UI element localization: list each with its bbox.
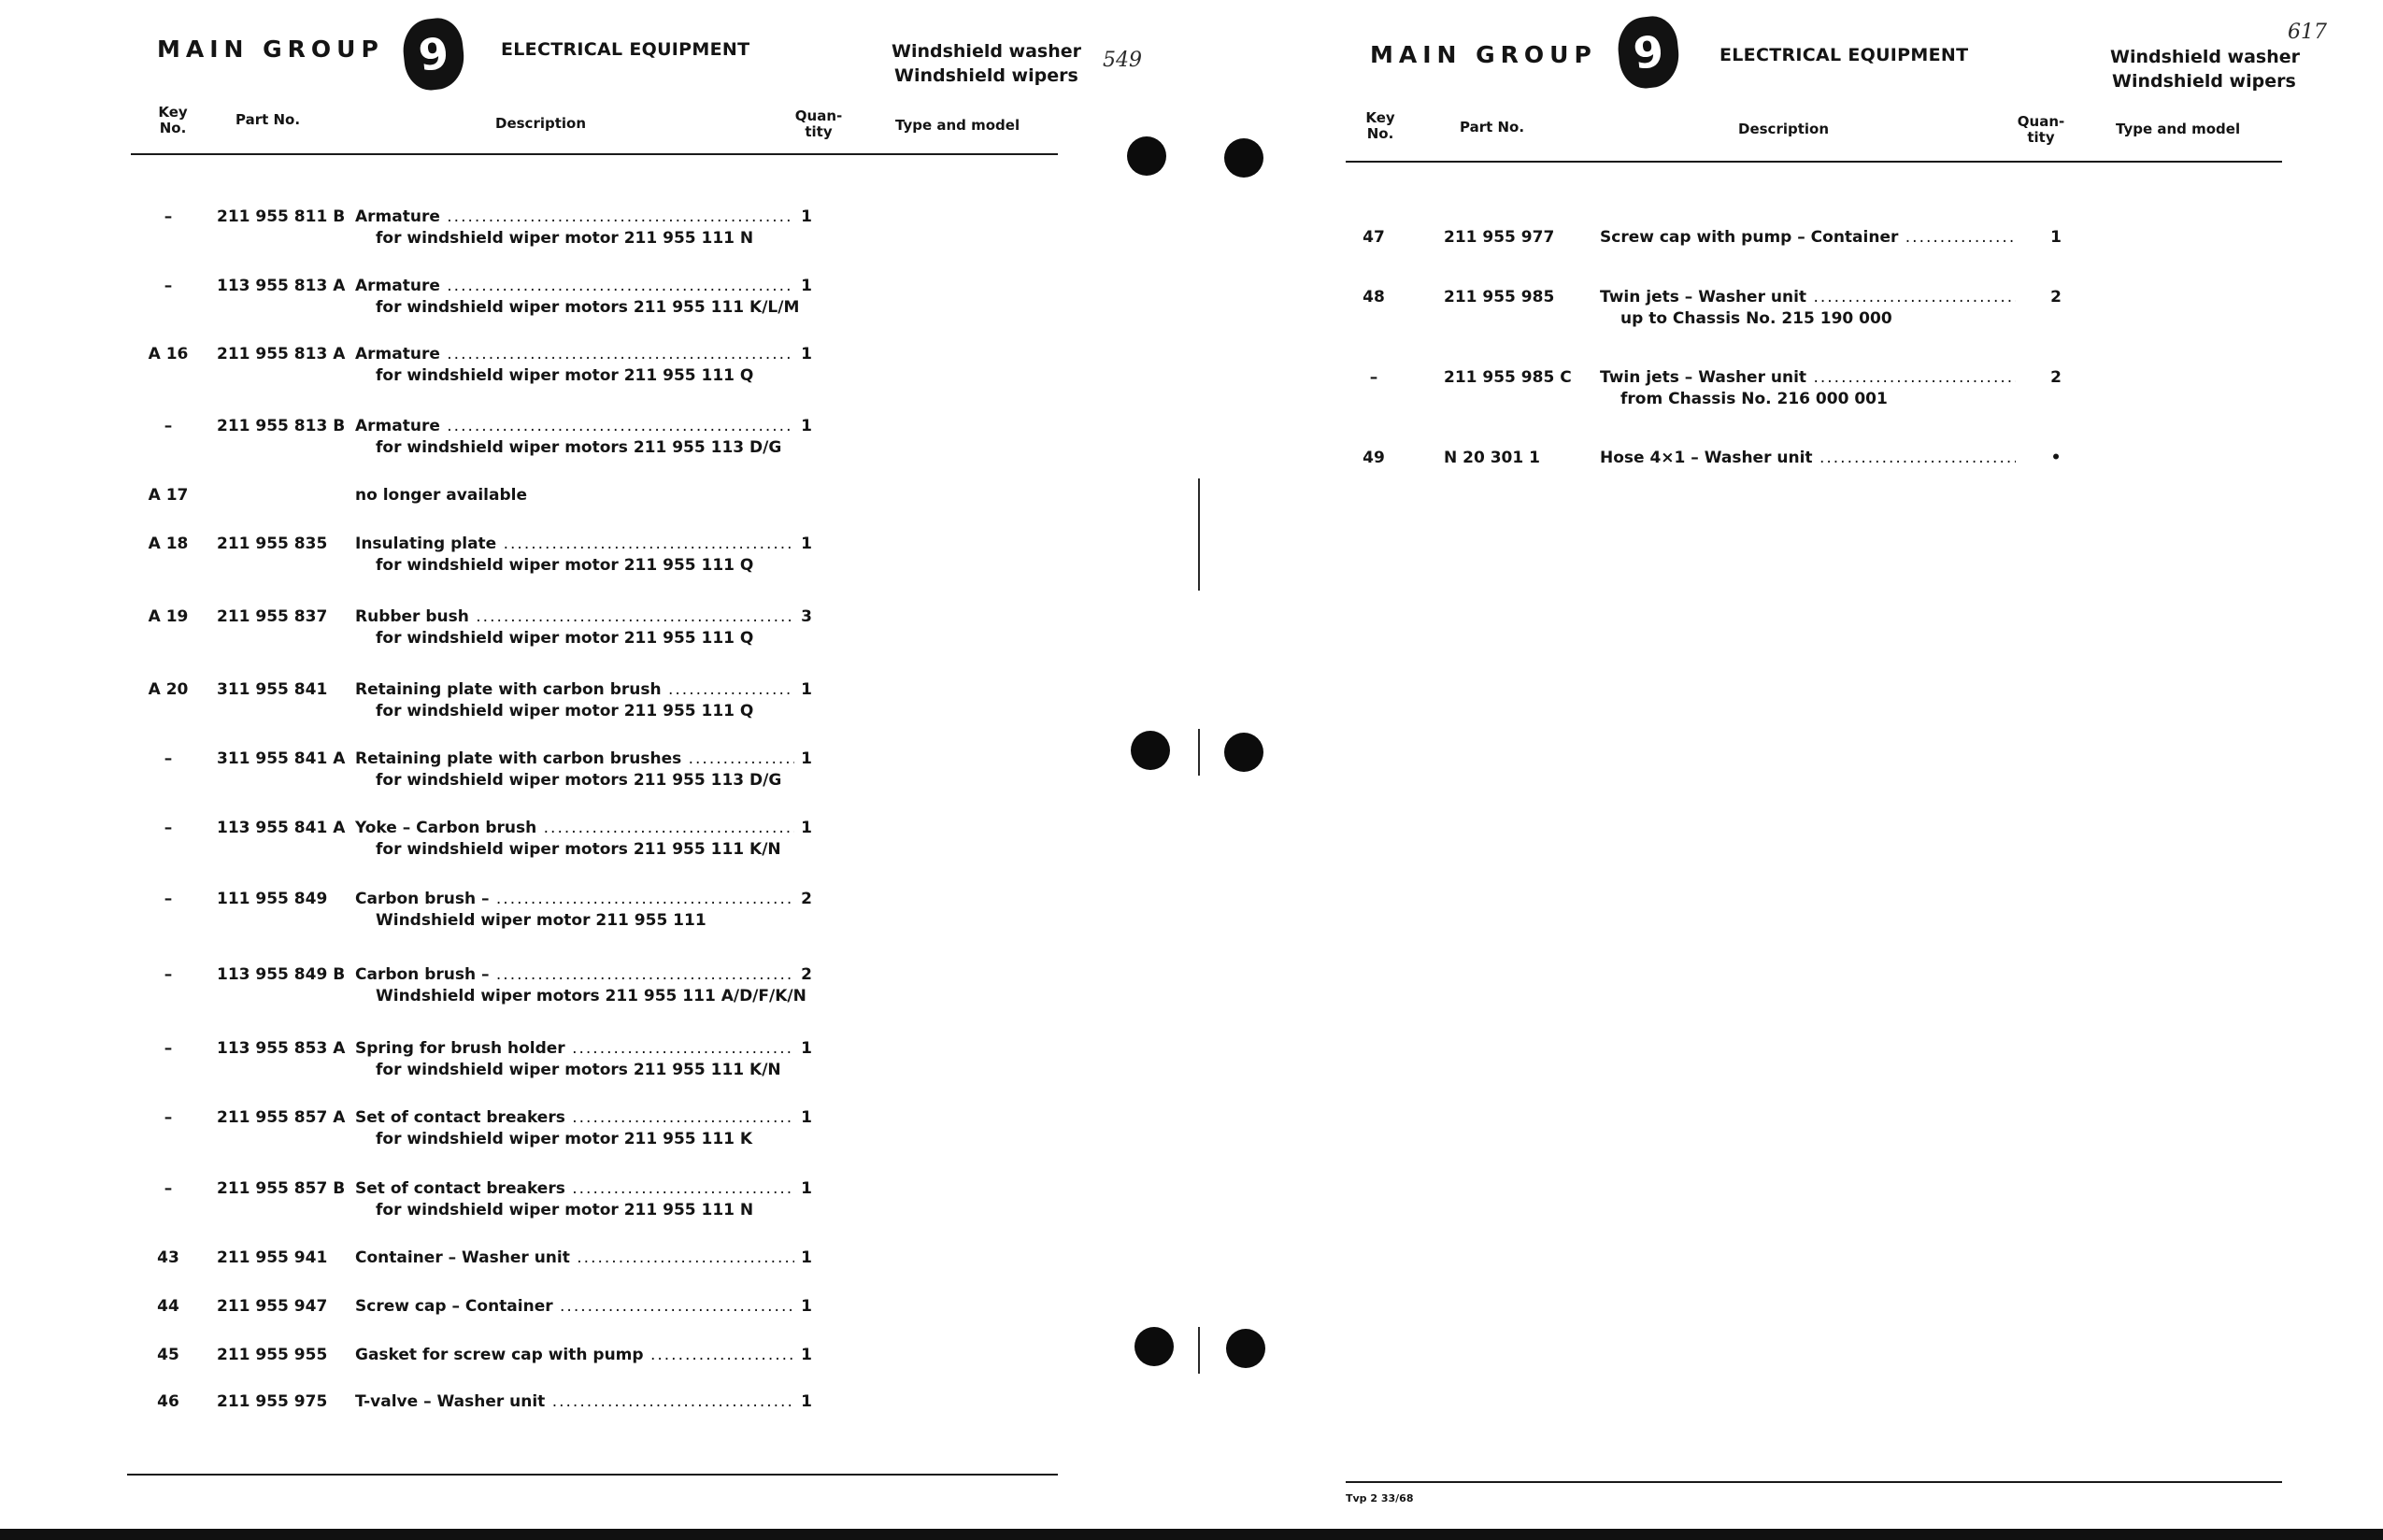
key-number: – (164, 1179, 173, 1198)
description-text: Container – Washer unit ..... (355, 1248, 794, 1269)
key-number: 46 (157, 1392, 179, 1411)
table-row (131, 486, 1065, 533)
key-number: – (164, 417, 173, 435)
key-number: – (164, 1108, 173, 1127)
key-number: – (164, 277, 173, 295)
table-row (131, 890, 1065, 936)
fold-line (1198, 729, 1200, 776)
description-subline: Windshield wiper motors 211 955 111 A/D/F/K/N (376, 987, 806, 1005)
description-text: Twin jets – Washer unit ..... (1600, 288, 2016, 308)
table-row (131, 607, 1065, 654)
part-number: 113 955 849 B (217, 965, 346, 984)
part-number: 113 955 841 A (217, 819, 346, 837)
description-cell (355, 680, 794, 721)
quantity: 3 (801, 607, 812, 626)
description-text: T-valve – Washer unit ..... (355, 1392, 794, 1413)
key-number: A 20 (148, 680, 189, 699)
key-number: A 17 (148, 486, 189, 505)
description-subline: Windshield wiper motor 211 955 111 (376, 911, 706, 930)
key-number: – (164, 749, 173, 768)
description-cell (355, 1248, 794, 1269)
description-cell (1600, 288, 2016, 329)
group-number-badge: 9 (400, 16, 467, 93)
binder-hole (1226, 1329, 1265, 1368)
description-text: Hose 4×1 – Washer unit ..... (1600, 449, 2016, 469)
description-subline: for windshield wiper motor 211 955 111 N (376, 1201, 754, 1219)
quantity: 1 (2050, 228, 2062, 247)
description-text: Gasket for screw cap with pump ..... (355, 1346, 794, 1366)
col-key-no (1355, 110, 1406, 142)
key-number: A 16 (148, 345, 189, 364)
part-number: N 20 301 1 (1444, 449, 1540, 467)
quantity: 1 (801, 345, 812, 364)
quantity: • (2050, 449, 2062, 467)
footer-print-code: Tvp 2 33/68 (1346, 1492, 1414, 1504)
description-text: Carbon brush – ..... (355, 890, 794, 910)
left-catalog-page (0, 0, 1142, 1540)
table-row (1336, 449, 2271, 495)
description-cell (355, 1108, 794, 1149)
footer-rule (1346, 1481, 2282, 1483)
table-row (131, 819, 1065, 865)
description-cell (355, 890, 794, 931)
quantity: 2 (801, 965, 812, 984)
description-cell (355, 207, 794, 249)
col-key-no (148, 105, 198, 136)
col-key-no-line1: Key (1365, 109, 1395, 126)
table-row (131, 1248, 1065, 1295)
table-row (131, 345, 1065, 392)
description-text: Armature ..... (355, 345, 794, 365)
description-subline: for windshield wiper motors 211 955 111 K/N (376, 840, 781, 859)
binder-hole (1134, 1327, 1174, 1366)
table-row (131, 1346, 1065, 1392)
description-cell (355, 277, 800, 318)
quantity: 1 (801, 535, 812, 553)
table-row (131, 207, 1065, 254)
description-subline: for windshield wiper motors 211 955 113 D/G (376, 438, 782, 457)
quantity: 1 (801, 207, 812, 226)
quantity: 1 (801, 1248, 812, 1267)
key-number: A 18 (148, 535, 189, 553)
description-cell (355, 417, 794, 458)
description-subline: up to Chassis No. 215 190 000 (1620, 309, 1892, 328)
part-number: 211 955 835 (217, 535, 328, 553)
key-number: – (1369, 368, 1378, 387)
fold-line (1198, 1327, 1200, 1374)
table-row (131, 749, 1065, 796)
key-number: 47 (1363, 228, 1385, 247)
col-quantity-line2: tity (2027, 129, 2055, 146)
binder-hole (1224, 733, 1263, 772)
description-cell (355, 965, 806, 1006)
table-row (131, 1108, 1065, 1155)
quantity: 1 (801, 417, 812, 435)
key-number: – (164, 1039, 173, 1058)
description-cell (1600, 449, 2016, 469)
description-text: Rubber bush ..... (355, 607, 794, 628)
scan-edge (0, 1529, 2383, 1540)
quantity: 1 (801, 1039, 812, 1058)
description-text: Screw cap with pump – Container ..... (1600, 228, 2016, 249)
description-cell (355, 749, 794, 791)
quantity: 1 (801, 1346, 812, 1364)
description-subline: for windshield wiper motor 211 955 111 Q (376, 366, 754, 385)
col-key-no-line2: No. (159, 120, 187, 136)
part-number: 211 955 975 (217, 1392, 328, 1411)
section-title: ELECTRICAL EQUIPMENT (1719, 45, 1969, 65)
description-subline: for windshield wiper motor 211 955 111 Q (376, 702, 754, 720)
quantity: 1 (801, 1297, 812, 1316)
part-number: 211 955 811 B (217, 207, 346, 226)
part-number: 211 955 985 (1444, 288, 1555, 307)
topic-line-1: Windshield washer (2110, 47, 2301, 67)
header-rule (1346, 161, 2282, 163)
part-number: 211 955 977 (1444, 228, 1555, 247)
col-quantity-line1: Quan- (2017, 113, 2065, 130)
col-description: Description (495, 115, 587, 132)
description-text: Armature ..... (355, 207, 794, 228)
quantity: 2 (2050, 288, 2062, 307)
binder-hole (1131, 731, 1170, 770)
table-row (131, 277, 1065, 323)
description-subline: for windshield wiper motors 211 955 113 D/G (376, 771, 782, 790)
description-cell (355, 1346, 794, 1366)
description-text: Screw cap – Container ..... (355, 1297, 794, 1318)
quantity: 2 (2050, 368, 2062, 387)
table-row (131, 1179, 1065, 1226)
col-part-no: Part No. (235, 111, 301, 128)
key-number: – (164, 207, 173, 226)
description-text: no longer available (355, 486, 527, 505)
description-text: Armature ..... (355, 277, 794, 297)
part-number: 211 955 941 (217, 1248, 328, 1267)
description-subline: for windshield wiper motors 211 955 111 K/L/M (376, 298, 800, 317)
key-number: A 19 (148, 607, 189, 626)
part-number: 211 955 955 (217, 1346, 328, 1364)
part-number: 211 955 857 A (217, 1108, 346, 1127)
topic-line-2: Windshield wipers (2112, 71, 2296, 92)
description-subline: from Chassis No. 216 000 001 (1620, 390, 1888, 408)
col-quantity-line2: tity (805, 123, 833, 140)
part-number: 111 955 849 (217, 890, 328, 908)
description-text: Retaining plate with carbon brushes ..... (355, 749, 794, 770)
part-number: 211 955 985 C (1444, 368, 1572, 387)
part-number: 211 955 813 B (217, 417, 346, 435)
col-quantity-line1: Quan- (794, 107, 843, 124)
description-text: Carbon brush – ..... (355, 965, 794, 986)
quantity: 1 (801, 1392, 812, 1411)
table-row (1336, 288, 2271, 335)
table-row (1336, 228, 2271, 275)
footer-rule (127, 1474, 1058, 1476)
key-number: – (164, 819, 173, 837)
description-subline: for windshield wiper motors 211 955 111 K/N (376, 1061, 781, 1079)
table-row (131, 1297, 1065, 1344)
table-row (131, 1039, 1065, 1086)
part-number: 311 955 841 A (217, 749, 346, 768)
group-number-badge: 9 (1615, 14, 1682, 91)
description-subline: for windshield wiper motor 211 955 111 Q (376, 556, 754, 575)
key-number: 43 (157, 1248, 179, 1267)
col-quantity (2015, 114, 2067, 146)
handwritten-page-number: 549 (1103, 49, 1142, 72)
quantity: 2 (801, 890, 812, 908)
topic-line-1: Windshield washer (892, 41, 1082, 62)
table-row (131, 1392, 1065, 1439)
quantity: 1 (801, 749, 812, 768)
table-row (131, 680, 1065, 727)
binder-hole (1127, 136, 1166, 176)
description-cell (355, 819, 794, 860)
col-type-model: Type and model (2116, 121, 2241, 137)
description-text: Twin jets – Washer unit ..... (1600, 368, 2016, 389)
description-text: Set of contact breakers ..... (355, 1179, 794, 1200)
table-row (1336, 368, 2271, 415)
quantity: 1 (801, 680, 812, 699)
handwritten-page-number: 617 (2288, 21, 2327, 44)
col-key-no-line1: Key (158, 104, 188, 121)
right-catalog-page (1308, 0, 2383, 1540)
description-text: Insulating plate ..... (355, 535, 794, 555)
description-text: Retaining plate with carbon brush ..... (355, 680, 794, 701)
col-type-model: Type and model (895, 117, 1020, 134)
fold-line (1198, 478, 1200, 591)
main-group-label: MAIN GROUP (1370, 41, 1597, 68)
quantity: 1 (801, 819, 812, 837)
col-description: Description (1738, 121, 1830, 137)
key-number: 44 (157, 1297, 179, 1316)
description-cell (355, 1039, 794, 1080)
description-subline: for windshield wiper motor 211 955 111 K (376, 1130, 753, 1148)
key-number: – (164, 890, 173, 908)
part-number: 211 955 813 A (217, 345, 346, 364)
description-cell (355, 1392, 794, 1413)
quantity: 1 (801, 1179, 812, 1198)
description-text: Yoke – Carbon brush ..... (355, 819, 794, 839)
description-cell (355, 607, 794, 649)
key-number: 45 (157, 1346, 179, 1364)
description-cell (1600, 228, 2016, 249)
description-text: Spring for brush holder ..... (355, 1039, 794, 1060)
description-cell (355, 345, 794, 386)
description-cell (355, 1297, 794, 1318)
table-row (131, 535, 1065, 581)
table-row (131, 965, 1065, 1012)
key-number: 49 (1363, 449, 1385, 467)
description-text: Set of contact breakers ..... (355, 1108, 794, 1129)
description-cell (355, 535, 794, 576)
part-number: 113 955 813 A (217, 277, 346, 295)
part-number: 211 955 857 B (217, 1179, 346, 1198)
col-part-no: Part No. (1460, 119, 1525, 135)
part-number: 211 955 947 (217, 1297, 328, 1316)
header-rule (131, 153, 1058, 155)
description-text: Armature ..... (355, 417, 794, 437)
description-subline: for windshield wiper motor 211 955 111 Q (376, 629, 754, 648)
description-cell (355, 1179, 794, 1220)
part-number: 211 955 837 (217, 607, 328, 626)
col-quantity (792, 108, 845, 140)
topic-line-2: Windshield wipers (894, 65, 1078, 86)
part-number: 113 955 853 A (217, 1039, 346, 1058)
description-subline: for windshield wiper motor 211 955 111 N (376, 229, 754, 248)
description-cell (1600, 368, 2016, 409)
part-number: 311 955 841 (217, 680, 328, 699)
col-key-no-line2: No. (1366, 125, 1394, 142)
description-cell (355, 486, 794, 506)
key-number: – (164, 965, 173, 984)
binder-hole (1224, 138, 1263, 178)
key-number: 48 (1363, 288, 1385, 307)
main-group-label: MAIN GROUP (157, 36, 384, 63)
quantity: 1 (801, 1108, 812, 1127)
table-row (131, 417, 1065, 463)
quantity: 1 (801, 277, 812, 295)
section-title: ELECTRICAL EQUIPMENT (501, 39, 750, 60)
